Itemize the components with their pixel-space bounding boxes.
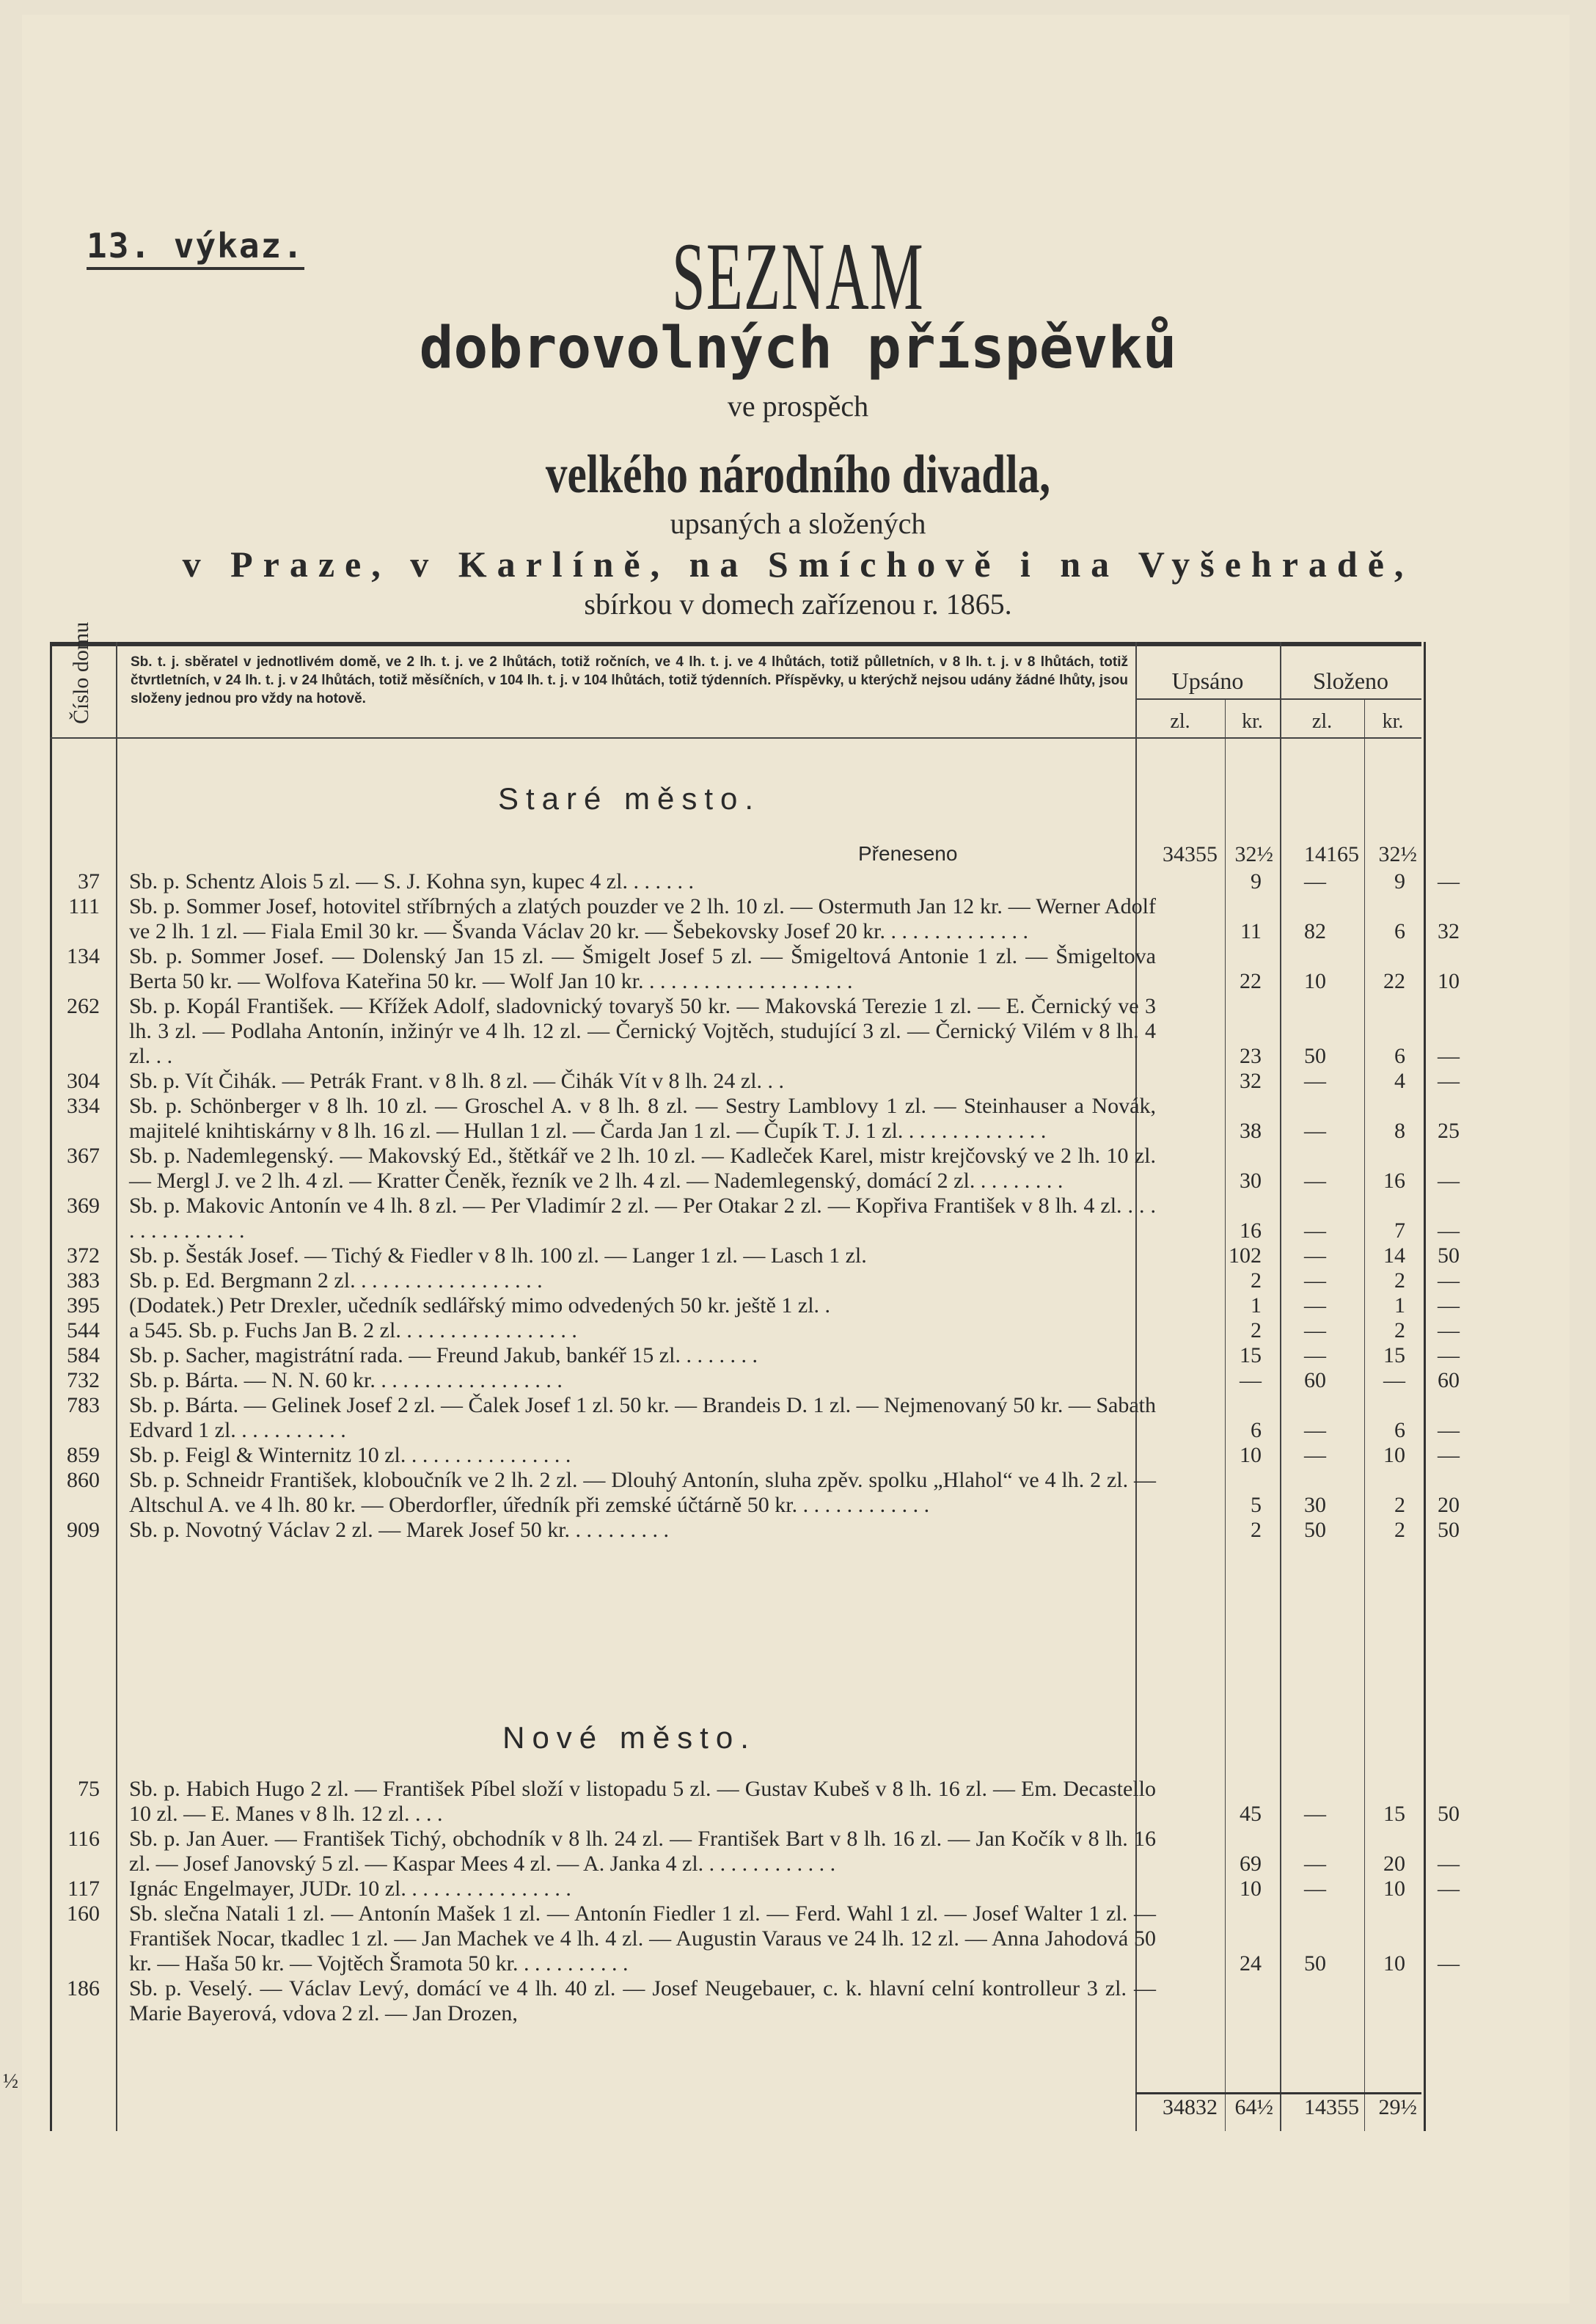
total-sub-zl: 34832 — [1163, 2095, 1218, 2119]
intro-line-5: sbírkou v domech zařízenou r. 1865. — [584, 588, 1012, 621]
section-new-town: Nové město. — [502, 1720, 756, 1755]
house-number: 859 — [67, 1443, 100, 1467]
paid-zl: 10 — [1383, 1951, 1405, 1976]
paid-kr: — — [1438, 1877, 1460, 1901]
house-number: 860 — [67, 1468, 100, 1492]
entry-text: Sb. p. Makovic Antonín ve 4 lh. 8 zl. — Per Vladimír 2 zl. — Per Otakar 2 zl. — Kopřiva František v 8 lh. 4 zl. . . . . . . . . . . . . . . — [129, 1194, 1156, 1243]
entry-text: Sb. p. Habich Hugo 2 zl. — František Píbel složí v listopadu 5 zl. — Gustav Kubeš v 8 lh. 16 zl. — Em. Decastello 10 zl. — E. Manes v 8 lh. 12 zl. . . . — [129, 1777, 1156, 1826]
paid-kr: — — [1438, 1044, 1460, 1068]
table-row — [50, 1777, 1460, 1827]
subscribed-kr: 30 — [1304, 1493, 1326, 1517]
paid-kr: — — [1438, 1318, 1460, 1342]
subscribed-zl: 24 — [1240, 1951, 1262, 1976]
subscribed-kr: — — [1304, 1069, 1326, 1093]
paid-kr: — — [1438, 1343, 1460, 1367]
subscribed-kr: 50 — [1304, 1951, 1326, 1976]
entry-text: Sb. p. Ed. Bergmann 2 zl. . . . . . . . . . . . . . . . . . — [129, 1268, 543, 1293]
house-number: 304 — [67, 1069, 100, 1093]
house-number: 160 — [67, 1901, 100, 1926]
page-title: SEZNAM — [672, 222, 924, 330]
paid-kr: 25 — [1438, 1119, 1460, 1143]
entry-text: Sb. p. Schentz Alois 5 zl. — S. J. Kohna syn, kupec 4 zl. . . . . . . — [129, 869, 694, 894]
subscribed-kr: — — [1304, 869, 1326, 894]
table-row — [50, 1443, 1460, 1468]
subscribed-kr: — — [1304, 1318, 1326, 1342]
paid-zl: 10 — [1383, 1877, 1405, 1901]
entry-text: Sb. p. Schönberger v 8 lh. 10 zl. — Groschel A. v 8 lh. 8 zl. — Sestry Lamblovy 1 zl. — Steinhauser a Novák, majitelé knihtiskárny v 8 lh. 16 zl. — Hullan 1 zl. — Čarda Jan 1 zl. — Čupík T. J. 1 zl. . . . . . . . . . . . . . — [129, 1094, 1156, 1143]
house-number: 584 — [67, 1343, 100, 1367]
table-row — [50, 1368, 1460, 1393]
table-row — [50, 1243, 1460, 1268]
subscribed-zl: 9 — [1251, 869, 1262, 894]
paid-zl: 6 — [1394, 1418, 1405, 1442]
paid-kr: — — [1438, 1951, 1460, 1976]
table-row — [50, 944, 1460, 994]
total-paid-zl: 14355 — [1304, 2095, 1359, 2119]
paid-kr: — — [1438, 1069, 1460, 1093]
subscribed-zl: 1 — [1251, 1293, 1262, 1318]
paid-kr: — — [1438, 1268, 1460, 1293]
paid-kr: — — [1438, 1293, 1460, 1318]
column-house-number — [56, 621, 114, 737]
entry-text: Sb. p. Vít Čihák. — Petrák Frant. v 8 lh. 8 zl. — Čihák Vít v 8 lh. 24 zl. . . — [129, 1069, 785, 1093]
paid-zl: 2 — [1394, 1268, 1405, 1293]
table-row — [50, 1094, 1460, 1144]
table-row — [50, 1069, 1460, 1094]
intro-line-3: upsaných a složených — [670, 507, 926, 540]
paid-kr: — — [1438, 869, 1460, 894]
entry-text: Sb. p. Jan Auer. — František Tichý, obchodník v 8 lh. 24 zl. — František Bart v 8 lh. 16 zl. — Jan Kočík v 8 lh. 16 zl. — Josef Janovský 5 zl. — Kaspar Mees 4 zl. — A. Janka 4 zl. . . . . . . . . . . . . — [129, 1827, 1156, 1876]
entry-text: Sb. p. Novotný Václav 2 zl. — Marek Josef 50 kr. . . . . . . . . . — [129, 1518, 670, 1542]
subscribed-kr: 60 — [1304, 1368, 1326, 1392]
table-row — [50, 869, 1460, 894]
house-number: 369 — [67, 1194, 100, 1218]
column-description-note: Sb. t. j. sběratel v jednotlivém domě, ve 2 lh. t. j. ve 2 lhůtách, totiž ročních, ve 4 lh. t. j. ve 4 lhůtách, totiž půlletních, v 8 lh. t. j. v 8 lhůtách, totiž čtvrtletních, v 24 lh. t. j. v 24 lhůtách, totiž měsíčních, v 104 lh. t. j. v 104 lhůtách, totiž týdenních. Příspěvky, u kterýchž nejsou udány žádné lhůty, jsou složeny jednou pro vždy na hotově. — [131, 654, 1128, 706]
table-row — [50, 1468, 1460, 1518]
paid-zl: 6 — [1394, 1044, 1405, 1068]
money-head-rule — [1135, 698, 1421, 700]
house-number: 37 — [78, 869, 100, 894]
paid-zl: 7 — [1394, 1218, 1405, 1243]
paid-kr: — — [1438, 1169, 1460, 1193]
subscribed-zl: 2 — [1251, 1318, 1262, 1342]
table-row — [50, 1976, 1421, 2026]
subscribed-zl: 32 — [1240, 1069, 1262, 1093]
house-number: 262 — [67, 994, 100, 1018]
table-row — [50, 1877, 1460, 1901]
subscribed-zl: 15 — [1240, 1343, 1262, 1367]
subscribed-kr: — — [1304, 1852, 1326, 1876]
entry-text: Sb. p. Bárta. — N. N. 60 kr. . . . . . . . . . . . . . . . . . — [129, 1368, 563, 1392]
paid-kr: 20 — [1438, 1493, 1460, 1517]
house-number: 75 — [78, 1777, 100, 1801]
subscribed-zl: 16 — [1240, 1218, 1262, 1243]
subscribed-zl: 22 — [1240, 969, 1262, 993]
house-number: 116 — [67, 1827, 100, 1851]
subscribed-zl: 5 — [1251, 1493, 1262, 1517]
old-town-entries — [50, 869, 1460, 1543]
entry-text: Sb. p. Schneidr František, kloboučník ve 2 lh. 2 zl. — Dlouhý Antonín, sluha zpěv. spolku „Hlahol“ ve 4 lh. 2 zl. — Altschul A. ve 4 lh. 80 kr. — Oberdorfler, úředník při zemské účtárně 50 kr. . . . . . . . . . . . . — [129, 1468, 1156, 1517]
table-row — [50, 1901, 1460, 1976]
column-house-number-label: Číslo domu — [69, 621, 93, 724]
paid-zl: 4 — [1394, 1069, 1405, 1093]
paid-kr: — — [1438, 1443, 1460, 1467]
paid-zl: 22 — [1383, 969, 1405, 993]
subscribed-zl: 2 — [1251, 1268, 1262, 1293]
table-row — [50, 1518, 1460, 1543]
subscribed-zl: 10 — [1240, 1443, 1262, 1467]
subscribed-kr: — — [1304, 1343, 1326, 1367]
paid-zl: 10 — [1383, 1443, 1405, 1467]
page-subtitle: dobrovolných příspěvků — [419, 315, 1177, 381]
subscribed-zl: 11 — [1240, 919, 1262, 943]
subscribed-kr: 82 — [1304, 919, 1326, 943]
paid-zl: 14 — [1383, 1243, 1405, 1268]
subscribed-zl: 30 — [1240, 1169, 1262, 1193]
subscribed-kr: — — [1304, 1293, 1326, 1318]
entry-text: Sb. p. Sommer Josef, hotovitel stříbrných a zlatých pouzder ve 2 lh. 10 zl. — Ostermuth Jan 12 kr. — Werner Adolf ve 2 lh. 1 zl. — Fiala Emil 30 kr. — Švanda Václav 20 kr. — Šebekovsky Josef 20 kr. . . . . . . . . . . . . . — [129, 894, 1156, 943]
paid-kr: — — [1438, 1418, 1460, 1442]
house-number: 383 — [67, 1268, 100, 1293]
house-number: 544 — [67, 1318, 100, 1342]
entry-text: Sb. p. Bárta. — Gelinek Josef 2 zl. — Čalek Josef 1 zl. 50 kr. — Brandeis D. 1 zl. — Nejmenovaný 50 kr. — Sabath Edvard 1 zl. . . . . . . . . . . — [129, 1393, 1156, 1442]
subscribed-kr: — — [1304, 1877, 1326, 1901]
subscribed-zl: 2 — [1251, 1518, 1262, 1542]
subscribed-kr: 50 — [1304, 1518, 1326, 1542]
carried-forward-label: Přeneseno — [858, 842, 958, 865]
margin-mark: ½ — [3, 2070, 18, 2093]
subscribed-kr: — — [1304, 1418, 1326, 1442]
paid-zl: 9 — [1394, 869, 1405, 894]
subscribed-kr: 10 — [1304, 969, 1326, 993]
subscribed-zl: — — [1240, 1368, 1262, 1392]
intro-line-2: velkého národního divadla, — [545, 445, 1051, 505]
house-number: 111 — [68, 894, 100, 918]
section-old-town: Staré město. — [497, 781, 761, 816]
entry-text: Sb. p. Nademlegenský. — Makovský Ed., štětkář ve 2 lh. 10 zl. — Kadleček Karel, mistr krejčovský ve 2 lh. 10 zl. — Mergl J. ve 2 lh. 4 zl. — Kratter Čeněk, řezník ve 2 lh. 4 zl. — Nademlegenský, domácí 2 zl. . . . . . . . . — [129, 1144, 1156, 1193]
subscribed-kr: — — [1304, 1169, 1326, 1193]
entry-text: Sb. p. Kopál František. — Křížek Adolf, sladovnický tovaryš 50 kr. — Makovská Terezie 1 zl. — E. Černický ve 3 lh. 3 zl. — Podlaha Antonín, inžinýr ve 4 lh. 12 zl. — Černický Vojtěch, studující 3 zl. — Černický Vilém v 8 lh. 4 zl. . . — [129, 994, 1156, 1068]
table-row — [50, 1293, 1460, 1318]
house-number: 186 — [67, 1976, 100, 2000]
paid-zl: 2 — [1394, 1518, 1405, 1542]
table-row — [50, 994, 1460, 1069]
paid-kr: — — [1438, 1218, 1460, 1243]
subscribed-kr: — — [1304, 1243, 1326, 1268]
new-town-entries — [50, 1777, 1460, 2026]
table-row — [50, 1393, 1460, 1443]
column-subscribed: Upsáno — [1171, 668, 1244, 694]
table-row — [50, 1144, 1460, 1194]
total-sub-kr: 64½ — [1234, 2095, 1273, 2119]
column-paid: Složeno — [1312, 668, 1389, 694]
total-rule — [1135, 2092, 1421, 2094]
entry-text: Sb. p. Feigl & Winternitz 10 zl. . . . . . . . . . . . . . . . — [129, 1443, 571, 1467]
subscribed-kr: 50 — [1304, 1044, 1326, 1068]
paid-zl: 8 — [1394, 1119, 1405, 1143]
report-number: 13. výkaz. — [87, 226, 304, 270]
paid-zl: 20 — [1383, 1852, 1405, 1876]
house-number: 395 — [67, 1293, 100, 1318]
house-number: 367 — [67, 1144, 100, 1168]
table-row — [50, 1827, 1460, 1877]
entry-text: Ignác Engelmayer, JUDr. 10 zl. . . . . . . . . . . . . . . . — [129, 1877, 571, 1901]
house-number: 909 — [67, 1518, 100, 1542]
subscribed-kr: — — [1304, 1119, 1326, 1143]
table-top-rule — [50, 642, 1421, 646]
subscribed-kr: — — [1304, 1443, 1326, 1467]
paid-zl: 16 — [1383, 1169, 1405, 1193]
subscribed-zl: 102 — [1229, 1243, 1262, 1268]
paid-kr-head: kr. — [1382, 710, 1404, 733]
paid-zl-head: zl. — [1311, 710, 1333, 733]
house-number: 134 — [67, 944, 100, 968]
carried-sub-kr: 32½ — [1234, 842, 1273, 866]
subscribed-zl: 23 — [1240, 1044, 1262, 1068]
house-number: 732 — [67, 1368, 100, 1392]
total-paid-kr: 29½ — [1378, 2095, 1417, 2119]
paid-zl: 2 — [1394, 1493, 1405, 1517]
intro-line-1: ve prospěch — [727, 390, 869, 423]
subscribed-zl: 45 — [1240, 1802, 1262, 1826]
table-row — [50, 1343, 1460, 1368]
paid-zl: 6 — [1394, 919, 1405, 943]
entry-text: (Dodatek.) Petr Drexler, učedník sedlářský mimo odvedených 50 kr. ještě 1 zl. . — [129, 1293, 831, 1318]
paid-kr: 50 — [1438, 1518, 1460, 1542]
paid-kr: 60 — [1438, 1368, 1460, 1392]
subscribed-zl: 69 — [1240, 1852, 1262, 1876]
paid-kr: 32 — [1438, 919, 1460, 943]
carried-paid-zl: 14165 — [1304, 842, 1359, 866]
house-number: 334 — [67, 1094, 100, 1118]
sub-kr-head: kr. — [1242, 710, 1263, 733]
subscribed-kr: — — [1304, 1802, 1326, 1826]
paid-kr: 50 — [1438, 1243, 1460, 1268]
sub-zl-head: zl. — [1170, 710, 1190, 733]
paid-kr: 10 — [1438, 969, 1460, 993]
paid-zl: 1 — [1394, 1293, 1405, 1318]
subscribed-zl: 6 — [1251, 1418, 1262, 1442]
paid-zl: — — [1383, 1368, 1405, 1392]
entry-text: Sb. p. Sommer Josef. — Dolenský Jan 15 zl. — Šmigelt Josef 5 zl. — Šmigeltová Antonie 1 zl. — Šmigeltova Berta 50 kr. — Wolfova Kateřina 50 kr. — Wolf Jan 10 kr. . . . . . . . . . . . . . . . . . . . — [129, 944, 1156, 993]
subscribed-zl: 38 — [1240, 1119, 1262, 1143]
paid-zl: 15 — [1383, 1802, 1405, 1826]
house-number: 372 — [67, 1243, 100, 1268]
paid-kr: — — [1438, 1852, 1460, 1876]
carried-sub-zl: 34355 — [1163, 842, 1218, 866]
paid-kr: 50 — [1438, 1802, 1460, 1826]
header-bottom-rule — [50, 737, 1421, 739]
table-row — [50, 894, 1460, 944]
subscribed-kr: — — [1304, 1218, 1326, 1243]
table-row — [50, 1268, 1460, 1293]
subscribed-kr: — — [1304, 1268, 1326, 1293]
table-row — [50, 1194, 1460, 1243]
house-number: 783 — [67, 1393, 100, 1417]
entry-text: Sb. slečna Natali 1 zl. — Antonín Mašek 1 zl. — Antonín Fiedler 1 zl. — Ferd. Wahl 1 zl. — Josef Walter 1 zl. — František Nocar, tkadlec 1 zl. — Jan Machek ve 4 lh. 4 zl. — Augustin Varaus ve 24 lh. 12 zl. — Anna Jahodová 50 kr. — Haša 50 kr. — Vojtěch Šramota 50 kr. . . . . . . . . . . — [129, 1901, 1156, 1976]
table-row — [50, 1318, 1460, 1343]
carried-paid-kr: 32½ — [1378, 842, 1417, 866]
entry-text: Sb. p. Šesták Josef. — Tichý & Fiedler v 8 lh. 100 zl. — Langer 1 zl. — Lasch 1 zl. — [129, 1243, 867, 1268]
subscribed-zl: 10 — [1240, 1877, 1262, 1901]
entry-text: Sb. p. Sacher, magistrátní rada. — Freund Jakub, bankéř 15 zl. . . . . . . . — [129, 1343, 758, 1367]
entry-text: a 545. Sb. p. Fuchs Jan B. 2 zl. . . . . . . . . . . . . . . . . — [129, 1318, 577, 1342]
house-number: 117 — [67, 1877, 100, 1901]
intro-line-4: v Praze, v Karlíně, na Smíchově i na Vyšehradě, — [182, 544, 1414, 585]
entry-text: Sb. p. Veselý. — Václav Levý, domácí ve 4 lh. 40 zl. — Josef Neugebauer, c. k. hlavní celní kontrolleur 3 zl. — Marie Bayerová, vdova 2 zl. — Jan Drozen, — [129, 1976, 1156, 2025]
paid-zl: 15 — [1383, 1343, 1405, 1367]
paid-zl: 2 — [1394, 1318, 1405, 1342]
